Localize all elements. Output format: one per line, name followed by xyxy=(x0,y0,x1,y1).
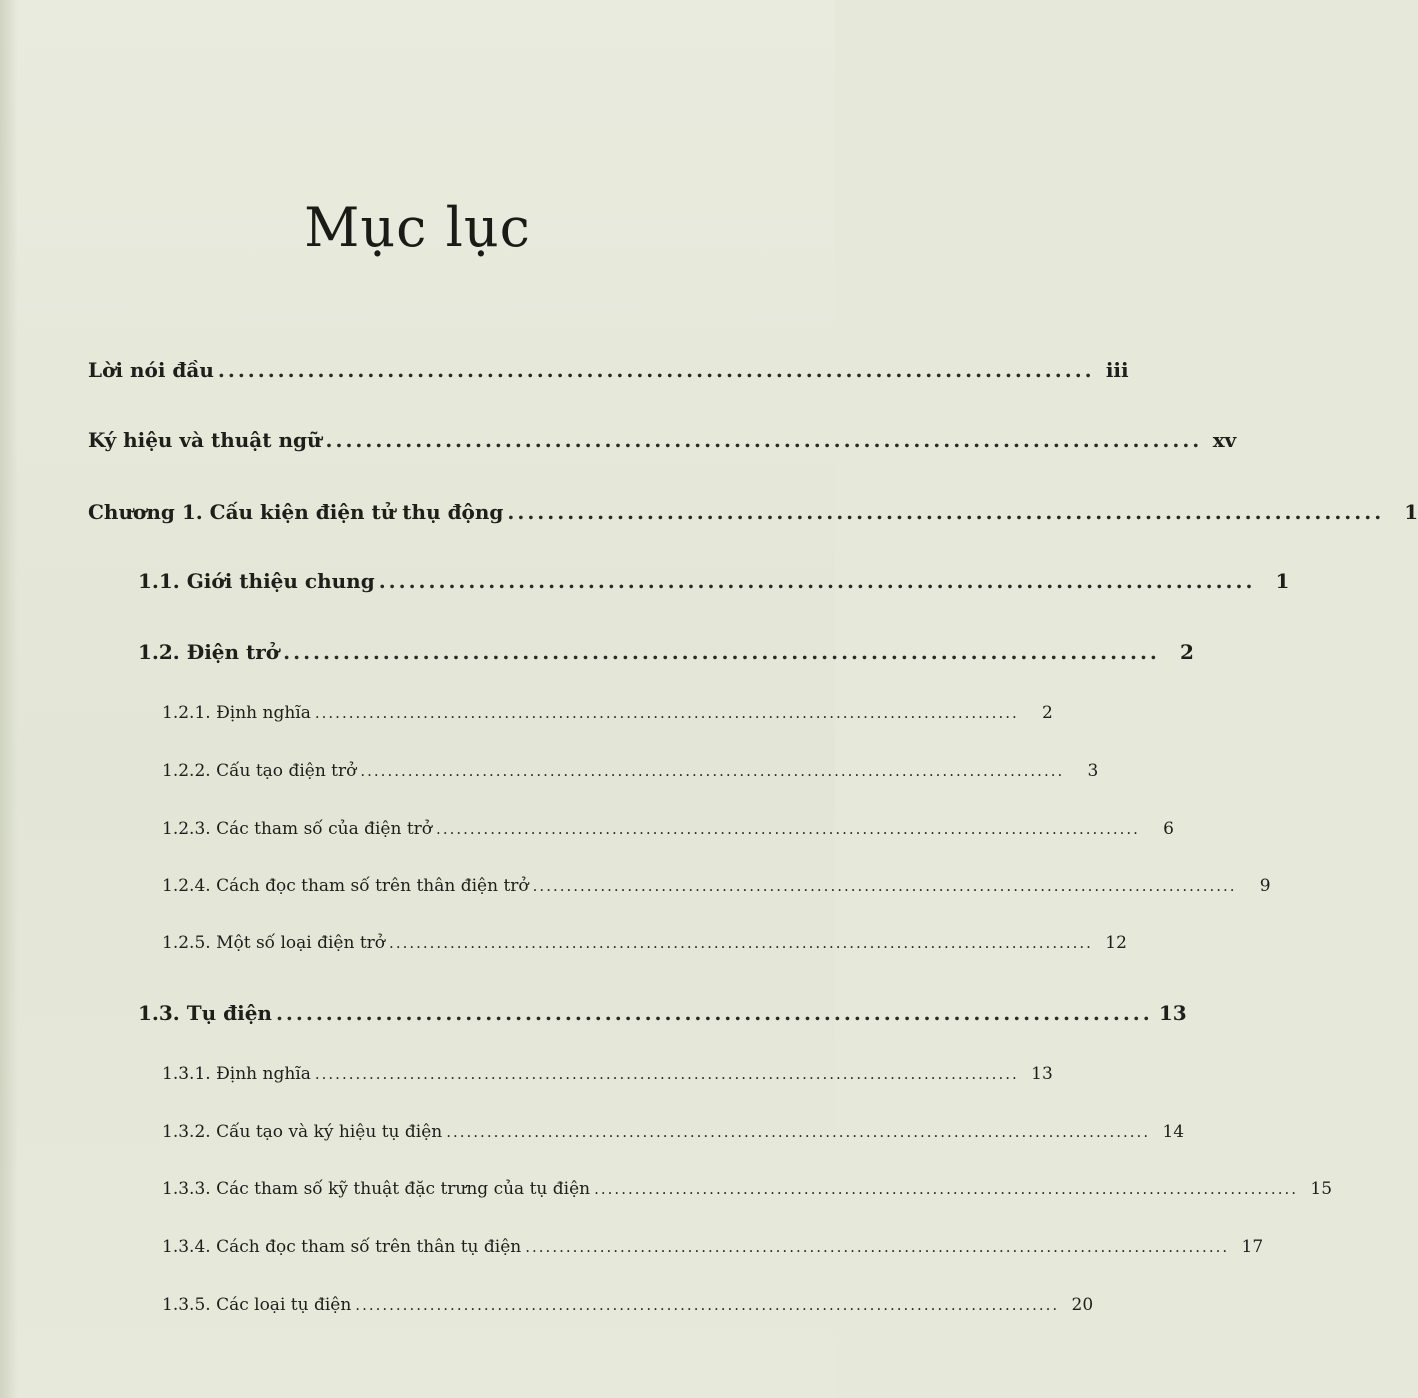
toc-entry-label: 1.3. Tụ điện xyxy=(138,1001,272,1025)
toc-entry-page: 9 xyxy=(1259,876,1271,896)
toc-entry-page: 14 xyxy=(1162,1122,1185,1142)
toc-entry-label: 1.3.1. Định nghĩa xyxy=(162,1064,311,1084)
toc-entry[interactable] xyxy=(162,1295,1094,1315)
toc-entry[interactable] xyxy=(162,933,1127,953)
toc-entry[interactable] xyxy=(88,428,1237,452)
dot-leader: ........................................................................................................ xyxy=(525,1238,1230,1256)
toc-entry-label: Ký hiệu và thuật ngữ xyxy=(88,428,322,452)
dot-leader: ........................................................................................................ xyxy=(389,934,1093,952)
toc-entry[interactable] xyxy=(138,640,1194,664)
toc-entry-label: 1.2.5. Một số loại điện trở xyxy=(162,933,386,953)
toc-entry[interactable] xyxy=(162,761,1099,781)
toc-entry[interactable] xyxy=(162,1064,1053,1084)
toc-entry-page: 12 xyxy=(1105,933,1127,953)
toc-entry[interactable] xyxy=(162,1122,1185,1142)
toc-entry-page: 13 xyxy=(1031,1064,1053,1084)
toc-entry-page: 3 xyxy=(1087,761,1099,781)
toc-entry[interactable] xyxy=(162,819,1174,839)
dot-leader: ........................................................................................ xyxy=(507,500,1385,524)
toc-entry[interactable] xyxy=(88,358,1129,382)
dot-leader: ........................................................................................................ xyxy=(314,704,1019,722)
toc-entry[interactable] xyxy=(162,703,1053,723)
toc-entry-page: xv xyxy=(1212,428,1237,452)
toc-entry-label: 1.2.3. Các tham số của điện trở xyxy=(162,819,433,839)
toc-entry-label: 1.3.4. Cách đọc tham số trên thân tụ điện xyxy=(162,1237,522,1257)
dot-leader: ........................................................................................................ xyxy=(436,820,1140,838)
toc-entry-label: 1.3.3. Các tham số kỹ thuật đặc trưng của tụ điện xyxy=(162,1179,591,1199)
toc-entry-label: 1.2.4. Cách đọc tham số trên thân điện trở xyxy=(162,876,529,896)
toc-entry-label: 1.2. Điện trở xyxy=(138,640,280,664)
toc-entry-page: 2 xyxy=(1041,703,1053,723)
toc-entry-page: 17 xyxy=(1241,1237,1264,1257)
dot-leader: ........................................................................................................ xyxy=(532,877,1237,895)
toc-entry-page: 13 xyxy=(1158,1001,1187,1025)
dot-leader: ........................................................................................................ xyxy=(594,1180,1299,1198)
toc-entry-page: 1 xyxy=(1404,500,1418,524)
toc-entry-label: 1.3.5. Các loại tụ điện xyxy=(162,1295,352,1315)
toc-entry[interactable] xyxy=(162,876,1271,896)
dot-leader: ........................................................................................................ xyxy=(360,762,1065,780)
toc-entry-label: 1.1. Giới thiệu chung xyxy=(138,569,375,593)
toc-entry[interactable] xyxy=(138,1001,1187,1025)
toc-entry-page: 6 xyxy=(1163,819,1174,839)
toc-entry-label: 1.2.2. Cấu tạo điện trở xyxy=(162,761,357,781)
toc-entry[interactable] xyxy=(138,569,1290,593)
dot-leader: ........................................................................................ xyxy=(378,569,1256,593)
toc-entry-page: 15 xyxy=(1310,1179,1333,1199)
page-title: Mục lục xyxy=(304,196,531,259)
toc-entry[interactable] xyxy=(88,500,1418,524)
toc-entry-label: 1.2.1. Định nghĩa xyxy=(162,703,311,723)
dot-leader: ........................................................................................ xyxy=(275,1001,1153,1025)
dot-leader: ........................................................................................ xyxy=(217,358,1095,382)
toc-entry-page: iii xyxy=(1105,358,1129,382)
toc-entry-page: 20 xyxy=(1071,1295,1094,1315)
toc-entry[interactable] xyxy=(162,1237,1264,1257)
dot-leader: ........................................................................................................ xyxy=(355,1296,1060,1314)
toc-entry-label: Chương 1. Cấu kiện điện tử thụ động xyxy=(88,500,504,524)
dot-leader: ........................................................................................................ xyxy=(314,1065,1019,1083)
toc-entry-page: 2 xyxy=(1179,640,1194,664)
dot-leader: ........................................................................................ xyxy=(325,428,1203,452)
dot-leader: ........................................................................................................ xyxy=(446,1123,1151,1141)
dot-leader: ........................................................................................ xyxy=(283,640,1160,664)
toc-entry-label: 1.3.2. Cấu tạo và ký hiệu tụ điện xyxy=(162,1122,443,1142)
toc-entry-label: Lời nói đầu xyxy=(88,358,214,382)
toc-entry-page: 1 xyxy=(1275,569,1290,593)
toc-entry[interactable] xyxy=(162,1179,1333,1199)
